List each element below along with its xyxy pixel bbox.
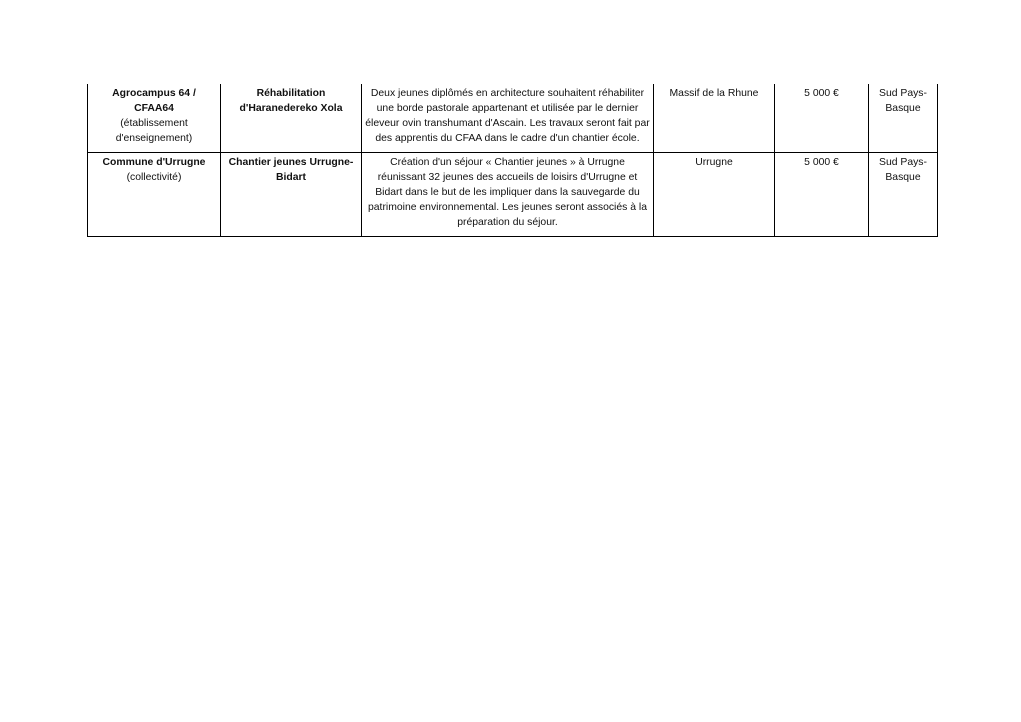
description-cell: Création d'un séjour « Chantier jeunes » à Urrugne réunissant 32 jeunes des accueils de loisirs d'Urrugne et Bidart dans le but de les impliquer dans la sauvegarde du patrimoine environnemental. Les jeunes seront associés à la préparation du séjour.: [362, 153, 654, 237]
organization-type: (établissement d'enseignement): [115, 118, 193, 144]
organization-name: Commune d'Urrugne: [102, 157, 206, 168]
table-row: [88, 153, 938, 237]
project-cell: [221, 84, 362, 153]
territory-cell: Sud Pays-Basque: [869, 153, 938, 237]
organization-name: Agrocampus 64 / CFAA64: [112, 88, 196, 114]
project-name: Chantier jeunes Urrugne-Bidart: [228, 157, 354, 183]
amount-cell: 5 000 €: [775, 84, 869, 153]
location-cell: Urrugne: [654, 153, 775, 237]
organization-type: (collectivité): [126, 172, 182, 183]
amount-cell: 5 000 €: [775, 153, 869, 237]
location-cell: Massif de la Rhune: [654, 84, 775, 153]
project-name: Réhabilitation d'Haranedereko Xola: [239, 88, 343, 114]
project-cell: [221, 153, 362, 237]
organization-cell: [88, 84, 221, 153]
territory-cell: Sud Pays-Basque: [869, 84, 938, 153]
description-cell: Deux jeunes diplômés en architecture souhaitent réhabiliter une borde pastorale appartenant et utilisée par le dernier éleveur ovin transhumant d'Ascain. Les travaux seront fait par des apprentis du CFAA dans le cadre d'un chantier école.: [362, 84, 654, 153]
grants-table: [87, 84, 938, 237]
table-row: [88, 84, 938, 153]
organization-cell: [88, 153, 221, 237]
